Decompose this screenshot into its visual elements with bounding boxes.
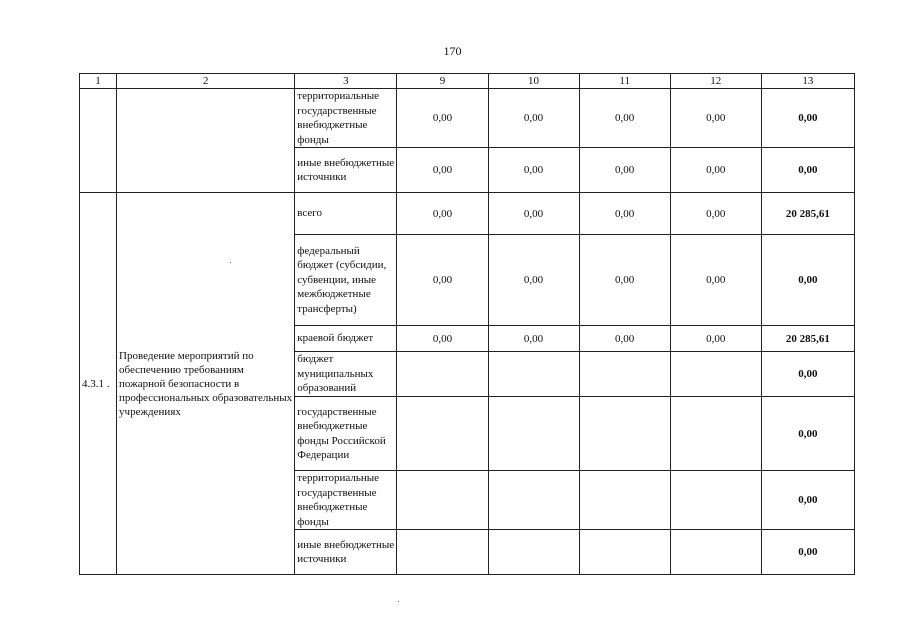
value-col-10: 0,00: [488, 326, 579, 352]
value-col-9: [397, 397, 488, 471]
funding-source-cell: территориальные государственные внебюджетные фонды: [295, 89, 397, 148]
value-col-10: [488, 352, 579, 397]
value-col-9: [397, 530, 488, 575]
value-col-12: 0,00: [670, 193, 761, 235]
value-col-12: 0,00: [670, 235, 761, 326]
funding-source-cell: краевой бюджет: [295, 326, 397, 352]
value-col-12: 0,00: [670, 148, 761, 193]
value-col-10: [488, 530, 579, 575]
value-col-13: 20 285,61: [761, 326, 854, 352]
value-col-9: 0,00: [397, 235, 488, 326]
value-col-13: 0,00: [761, 89, 854, 148]
funding-source-cell: государственные внебюджетные фонды Российской Федерации: [295, 397, 397, 471]
budget-table: [79, 73, 855, 575]
value-col-13: 0,00: [761, 397, 854, 471]
value-col-11: [579, 530, 670, 575]
value-col-9: 0,00: [397, 148, 488, 193]
value-col-12: [670, 397, 761, 471]
value-col-13: 0,00: [761, 148, 854, 193]
value-col-11: 0,00: [579, 89, 670, 148]
value-col-11: [579, 352, 670, 397]
value-col-11: 0,00: [579, 326, 670, 352]
value-col-11: 0,00: [579, 148, 670, 193]
value-col-11: [579, 471, 670, 530]
value-col-12: [670, 352, 761, 397]
value-col-12: [670, 471, 761, 530]
column-number-10: 10: [488, 74, 579, 89]
value-col-13: 0,00: [761, 352, 854, 397]
value-col-13: 0,00: [761, 530, 854, 575]
funding-source-cell: бюджет муниципальных образований: [295, 352, 397, 397]
column-number-13: 13: [761, 74, 854, 89]
column-number-3: 3: [295, 74, 397, 89]
value-col-10: [488, 397, 579, 471]
value-col-12: 0,00: [670, 326, 761, 352]
value-col-10: [488, 471, 579, 530]
value-col-13: 20 285,61: [761, 193, 854, 235]
column-numbers-row: [80, 74, 855, 89]
funding-source-cell: территориальные государственные внебюджетные фонды: [295, 471, 397, 530]
column-number-9: 9: [397, 74, 488, 89]
funding-source-cell: иные внебюджетные источники: [295, 148, 397, 193]
value-col-10: 0,00: [488, 89, 579, 148]
value-col-11: [579, 397, 670, 471]
value-col-12: 0,00: [670, 89, 761, 148]
value-col-9: 0,00: [397, 193, 488, 235]
value-col-11: 0,00: [579, 235, 670, 326]
value-col-12: [670, 530, 761, 575]
funding-source-cell: всего: [295, 193, 397, 235]
value-col-11: 0,00: [579, 193, 670, 235]
empty-code-cell: [80, 89, 117, 193]
funding-source-cell: федеральный бюджет (субсидии, субвенции, иные межбюджетные трансферты): [295, 235, 397, 326]
value-col-9: [397, 352, 488, 397]
value-col-9: [397, 471, 488, 530]
empty-event-cell: [117, 89, 295, 193]
column-number-1: 1: [80, 74, 117, 89]
scan-speck: [230, 262, 231, 263]
page-number: 170: [443, 44, 462, 58]
column-number-2: 2: [117, 74, 295, 89]
value-col-10: 0,00: [488, 148, 579, 193]
event-name-cell: Проведение мероприятий по обеспечению требованиям пожарной безопасности в профессиональных образовательных учреждениях: [117, 193, 295, 575]
table-row: [80, 193, 855, 235]
value-col-10: 0,00: [488, 235, 579, 326]
column-number-12: 12: [670, 74, 761, 89]
value-col-9: 0,00: [397, 326, 488, 352]
table-row: [80, 89, 855, 148]
value-col-13: 0,00: [761, 471, 854, 530]
funding-source-cell: иные внебюджетные источники: [295, 530, 397, 575]
value-col-10: 0,00: [488, 193, 579, 235]
value-col-13: 0,00: [761, 235, 854, 326]
scan-speck: [398, 601, 399, 602]
column-number-11: 11: [579, 74, 670, 89]
value-col-9: 0,00: [397, 89, 488, 148]
event-code-cell: 4.3.1 .: [80, 193, 117, 575]
